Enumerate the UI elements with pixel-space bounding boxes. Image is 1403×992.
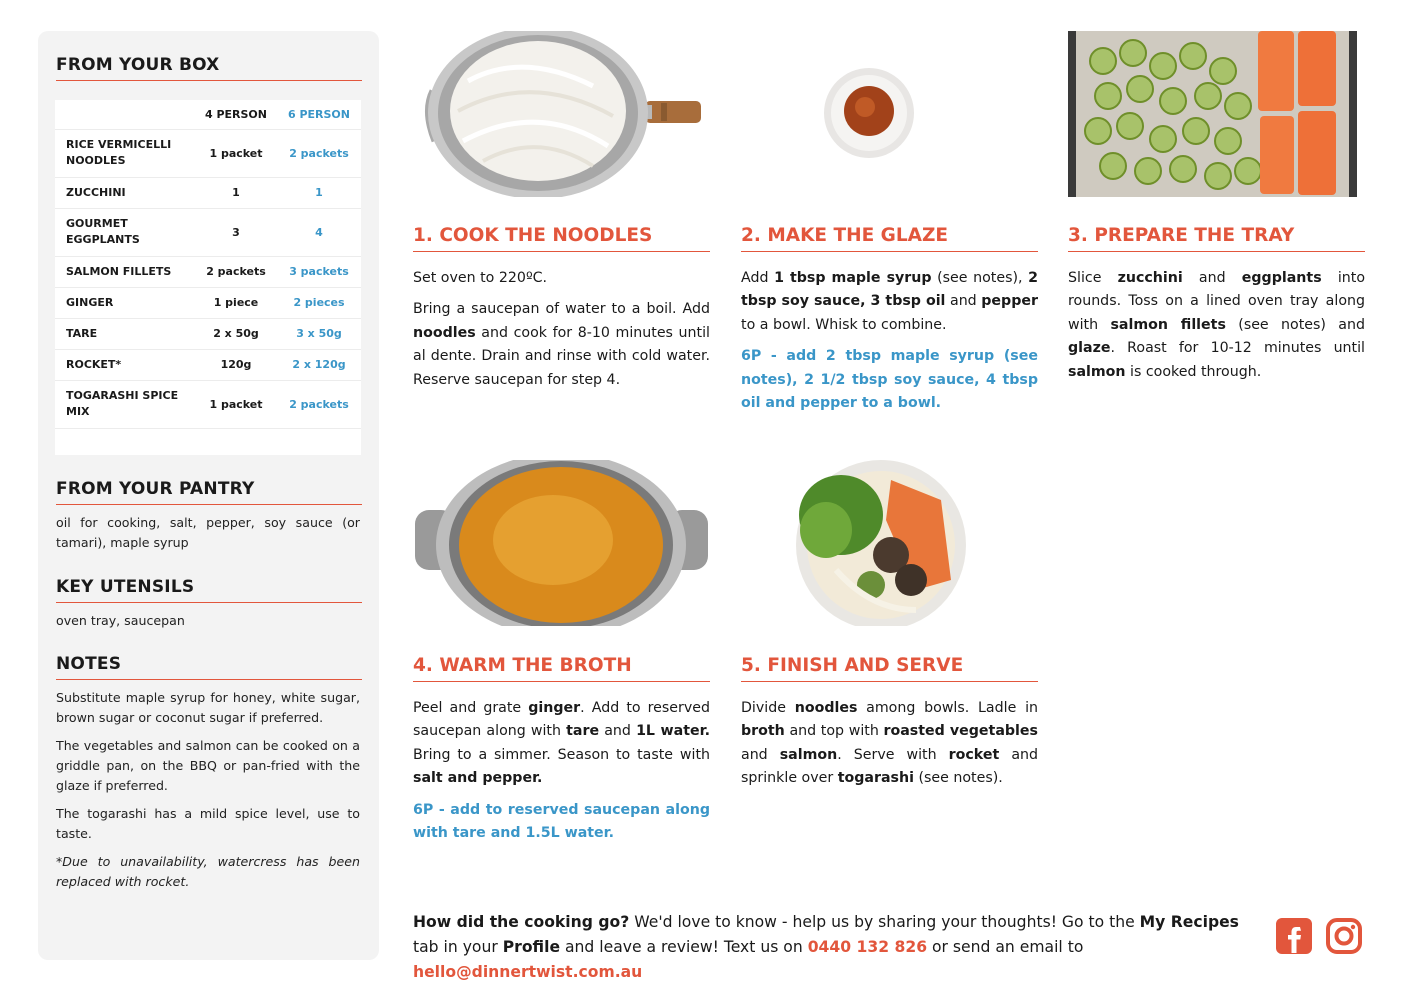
ingredient-qty-6: 3 x 50g [277, 318, 361, 349]
ingredient-qty-4: 2 packets [195, 256, 277, 287]
ingredient-name: GOURMET EGGPLANTS [55, 208, 195, 256]
broth-photo [413, 460, 710, 626]
ingredient-qty-4: 1 piece [195, 287, 277, 318]
email-link[interactable]: hello@dinnertwist.com.au [413, 963, 643, 981]
ingredient-qty-6: 2 packets [277, 129, 361, 177]
ingredient-qty-4: 1 [195, 177, 277, 208]
table-header-row [55, 100, 361, 129]
facebook-icon[interactable] [1275, 917, 1313, 955]
note-item: The togarashi has a mild spice level, use to taste. [56, 806, 360, 841]
table-row [55, 177, 361, 208]
step-5-title: 5. FINISH AND SERVE [741, 655, 1038, 682]
noodles-photo [413, 31, 710, 197]
utensils-text: oven tray, saucepan [56, 613, 185, 628]
pantry-title: FROM YOUR PANTRY [56, 479, 362, 505]
note-item: The vegetables and salmon can be cooked on a griddle pan, on the BBQ or pan-fried with the glaze if preferred. [56, 738, 360, 793]
instagram-icon[interactable] [1325, 917, 1363, 955]
tray-photo [1068, 31, 1357, 197]
ingredient-qty-6: 4 [277, 208, 361, 256]
ingredient-qty-4: 2 x 50g [195, 318, 277, 349]
ingredient-name: ROCKET* [55, 349, 195, 380]
ingredient-qty-4: 120g [195, 349, 277, 380]
glaze-photo [741, 31, 1038, 197]
step-4-6p-text: 6P - add to reserved saucepan along with tare and 1.5L water. [413, 801, 710, 842]
step-2-6p-text: 6P - add 2 tbsp maple syrup (see notes), 2 1/2 tbsp soy sauce, 4 tbsp oil and pepper to a bowl. [741, 348, 1038, 412]
table-row [55, 256, 361, 287]
ingredient-name: GINGER [55, 287, 195, 318]
table-header-ingredient [55, 100, 195, 129]
ingredient-name: ZUCCHINI [55, 177, 195, 208]
serve-photo [741, 460, 1038, 626]
ingredient-qty-6: 3 packets [277, 256, 361, 287]
table-row [55, 380, 361, 428]
utensils-title: KEY UTENSILS [56, 577, 362, 603]
table-row [55, 129, 361, 177]
ingredient-name: TOGARASHI SPICE MIX [55, 380, 195, 428]
phone-link[interactable]: 0440 132 826 [807, 938, 928, 956]
table-header-4-person: 4 PERSON [195, 100, 277, 129]
ingredient-name: SALMON FILLETS [55, 256, 195, 287]
step-1-text: Set oven to 220ºC. [413, 270, 548, 286]
feedback-footer: How did the cooking go? We'd love to know - help us by sharing your thoughts! Go to the My Recipes tab in your Profile and leave a review! Text us on 0440 132 826 or send an email to hello@dinnertwist.com.au [413, 913, 1239, 981]
table-header-6-person: 6 PERSON [277, 100, 361, 129]
step-4-text: Peel and grate ginger. Add to reserved saucepan along with tare and 1L water. Bring to a simmer. Season to taste with salt and pepper. [413, 700, 710, 787]
step-2-title: 2. MAKE THE GLAZE [741, 225, 1038, 252]
notes-title: NOTES [56, 654, 362, 680]
ingredient-name: RICE VERMICELLI NOODLES [55, 129, 195, 177]
step-1-body [413, 267, 710, 400]
step-4-body [413, 697, 710, 853]
ingredients-table [55, 100, 361, 455]
step-5-text: Divide noodles among bowls. Ladle in broth and top with roasted vegetables and salmon. Serve with rocket and sprinkle over togarashi (see notes). [741, 700, 1039, 787]
table-row [55, 287, 361, 318]
step-3-text: Slice zucchini and eggplants into rounds. Toss on a lined oven tray along with salmon fillets (see notes) and glaze. Roast for 10-12 minutes until salmon is cooked through. [1068, 270, 1365, 380]
pantry-text: oil for cooking, salt, pepper, soy sauce (or tamari), maple syrup [56, 515, 360, 550]
ingredient-qty-6: 1 [277, 177, 361, 208]
table-row [55, 208, 361, 256]
ingredient-qty-4: 3 [195, 208, 277, 256]
ingredient-qty-6: 2 pieces [277, 287, 361, 318]
step-5-body [741, 697, 1038, 799]
table-row [55, 318, 361, 349]
note-item: Substitute maple syrup for honey, white sugar, brown sugar or coconut sugar if preferred. [56, 690, 360, 725]
ingredient-qty-4: 1 packet [195, 129, 277, 177]
ingredient-qty-4: 1 packet [195, 380, 277, 428]
step-2-text: Add 1 tbsp maple syrup (see notes), 2 tbsp soy sauce, 3 tbsp oil and pepper to a bowl. Whisk to combine. [741, 270, 1038, 333]
from-box-title: FROM YOUR BOX [56, 55, 362, 81]
step-2-body [741, 267, 1038, 423]
ingredient-qty-6: 2 packets [277, 380, 361, 428]
ingredient-qty-6: 2 x 120g [277, 349, 361, 380]
table-row [55, 349, 361, 380]
step-3-title: 3. PREPARE THE TRAY [1068, 225, 1365, 252]
step-4-title: 4. WARM THE BROTH [413, 655, 710, 682]
note-item: *Due to unavailability, watercress has been replaced with rocket. [56, 854, 360, 889]
step-1-title: 1. COOK THE NOODLES [413, 225, 710, 252]
ingredient-name: TARE [55, 318, 195, 349]
step-3-body [1068, 267, 1365, 392]
notes-list [56, 688, 360, 900]
step-1-text: Bring a saucepan of water to a boil. Add noodles and cook for 8-10 minutes until al dente. Drain and rinse with cold water. Reserve saucepan for step 4. [413, 301, 710, 388]
ingredients-sidebar [38, 31, 379, 960]
